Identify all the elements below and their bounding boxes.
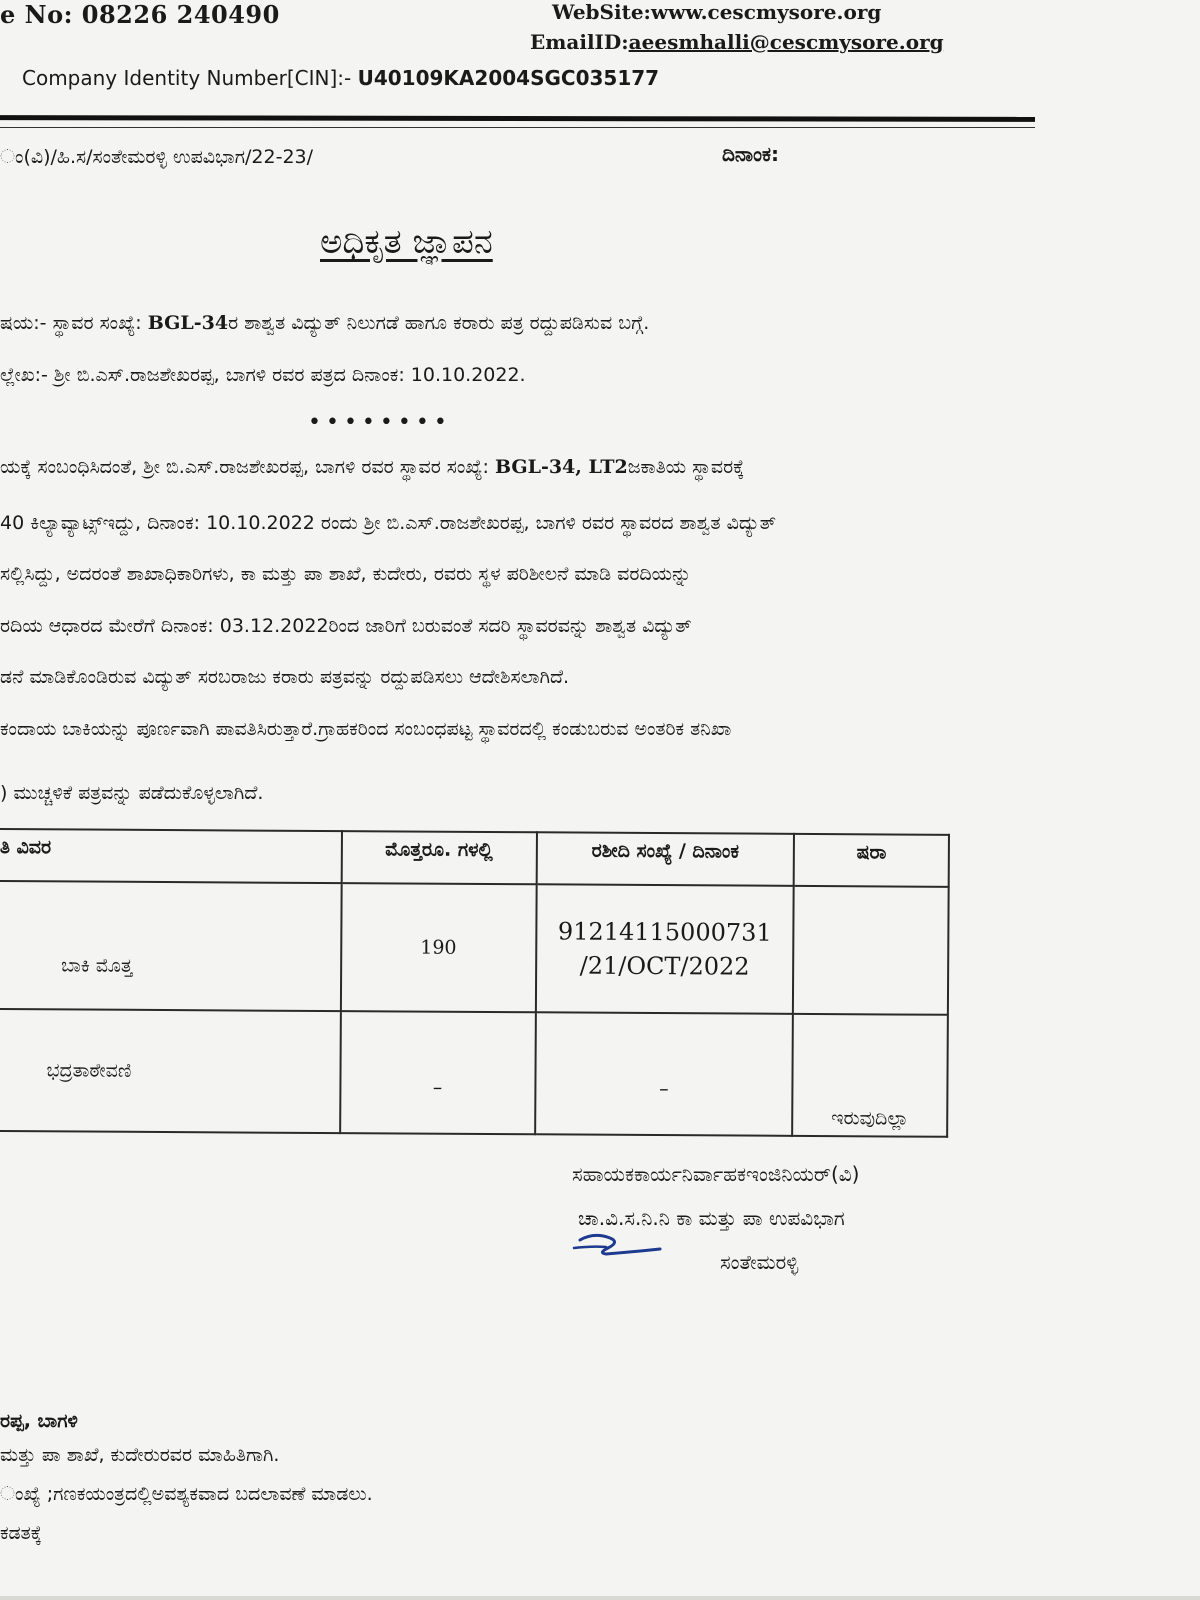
copy-to-line-1: ರಪ್ಪ, ಬಾಗಳಿ xyxy=(0,1410,78,1432)
body-line-1 xyxy=(0,456,744,478)
reference-line: ಲ್ಲೇಖ:- ಶ್ರೀ ಬಿ.ಎಸ್.ರಾಜಶೇಖರಪ್ಪ, ಬಾಗಳಿ ರವರ ಪತ್ರದ ದಿನಾಂಕ: 10.10.2022. xyxy=(0,364,526,386)
email-label: EmailID: xyxy=(530,30,629,54)
table-cell-amount: 190 xyxy=(341,883,537,1012)
body-line-4: ರದಿಯ ಆಧಾರದ ಮೇರೆಗೆ ದಿನಾಂಕ: 03.12.2022ರಿಂದ ಜಾರಿಗೆ ಬರುವಂತೆ ಸದರಿ ಸ್ಥಾವರವನ್ನು ಶಾಶ್ವತ ವಿದ್ಯುತ್ xyxy=(0,615,692,637)
table-header-remark: ಷರಾ xyxy=(794,834,949,887)
subject-prefix: ಷಯ:- ಸ್ಥಾವರ ಸಂಖ್ಯೆ: xyxy=(0,312,148,334)
table-cell-remark xyxy=(793,886,948,1015)
table-header-receipt: ರಶೀದಿ ಸಂಖ್ಯೆ / ದಿನಾಂಕ xyxy=(536,832,794,886)
copy-to-line-2: ಮತ್ತು ಪಾ ಶಾಖೆ, ಕುದೇರುರವರ ಮಾಹಿತಿಗಾಗಿ. xyxy=(0,1444,280,1466)
table-cell-amount: – xyxy=(340,1011,536,1134)
body-line-3: ಸಲ್ಲಿಸಿದ್ದು, ಅದರಂತೆ ಶಾಖಾಧಿಕಾರಿಗಳು, ಕಾ ಮತ್ತು ಪಾ ಶಾಖೆ, ಕುದೇರು, ರವರು ಸ್ಥಳ ಪರಿಶೀಲನೆ ಮಾಡಿ ವರದಿಯನ್ನು xyxy=(0,563,692,585)
receipt-date: /21/OCT/2022 xyxy=(579,951,750,981)
document-title: ಅಧಿಕೃತ ಜ್ಞಾಪನ xyxy=(320,222,493,262)
cin-value: U40109KA2004SGC035177 xyxy=(357,66,660,90)
table-row xyxy=(0,1009,948,1137)
table-row xyxy=(0,881,949,1015)
subject-code: BGL-34 xyxy=(147,312,229,334)
signatory-place: ಸಂತೇಮರಳ್ಳಿ xyxy=(720,1250,799,1274)
signature-underline xyxy=(574,1247,606,1248)
website-text: WebSite:www.cescmysore.org xyxy=(552,0,882,24)
table-header-row xyxy=(0,829,949,887)
table-cell-remark: ಇರುವುದಿಲ್ಲಾ xyxy=(792,1014,947,1137)
phone-number: e No: 08226 240490 xyxy=(0,0,280,29)
table-header-amount: ಮೊತ್ತರೂ. ಗಳಲ್ಲಿ xyxy=(341,831,536,884)
table-cell-detail: ಬಾಕಿ ಮೊತ್ತ xyxy=(0,881,341,1011)
body-line-6: ಕಂದಾಯ ಬಾಕಿಯನ್ನು ಪೂರ್ಣವಾಗಿ ಪಾವತಿಸಿರುತ್ತಾರೆ.ಗ್ರಾಹಕರಿಂದ ಸಂಬಂಧಪಟ್ಟ ಸ್ಥಾವರದಲ್ಲಿ ಕಂಡುಬರುವ ಅಂತರಿಕ ತನಿಖಾ xyxy=(0,718,732,740)
subject-suffix: ರ ಶಾಶ್ವತ ವಿದ್ಯುತ್ ನಿಲುಗಡೆ ಹಾಗೂ ಕರಾರು ಪತ್ರ ರದ್ದುಪಡಿಸುವ ಬಗ್ಗೆ. xyxy=(228,312,650,334)
table-header-detail: ತಿ ವಿವರ xyxy=(0,829,342,883)
body-line-1-code: BGL-34, LT2 xyxy=(494,456,628,478)
body-line-2: 40 ಕಿಲ್ಯಾವ್ಯಾಟ್ಸ್‌ಇದ್ದು, ದಿನಾಂಕ: 10.10.2022 ರಂದು ಶ್ರೀ ಬಿ.ಎಸ್.ರಾಜಶೇಖರಪ್ಪ, ಬಾಗಳಿ ರವರ ಸ್ಥಾವರದ ಶಾಶ್ವತ ವಿದ್ಯುತ್ xyxy=(0,512,776,534)
page-bottom-edge xyxy=(0,1596,1200,1600)
header-rule-thin xyxy=(0,127,1035,128)
date-label: ದಿನಾಂಕ: xyxy=(722,142,779,166)
reference-number: ಂ(ವಿ)/ಹಿ.ಸ/ಸಂತೇಮರಳ್ಳಿ ಉಪವಿಭಾಗ/22-23/ xyxy=(0,146,314,168)
email-link[interactable]: aeesmhalli@cescmysore.org xyxy=(628,30,944,54)
email-line xyxy=(530,30,944,54)
cin-label: Company Identity Number[CIN]:- xyxy=(22,66,352,90)
body-line-7: ) ಮುಚ್ಚಳಿಕೆ ಪತ್ರವನ್ನು ಪಡೆದುಕೊಳ್ಳಲಾಗಿದೆ. xyxy=(0,782,264,804)
signatory-office: ಚಾ.ವಿ.ಸ.ನಿ.ನಿ ಕಾ ಮತ್ತು ಪಾ ಉಪವಿಭಾಗ xyxy=(578,1206,845,1230)
dues-table xyxy=(0,828,950,1138)
body-line-1-prefix: ಯಕ್ಕೆ ಸಂಬಂಧಿಸಿದಂತೆ, ಶ್ರೀ ಬಿ.ಎಸ್.ರಾಜಶೇಖರಪ್ಪ, ಬಾಗಳಿ ರವರ ಸ್ಥಾವರ ಸಂಖ್ಯೆ: xyxy=(0,456,495,478)
signature-stroke xyxy=(580,1235,660,1254)
receipt-number: 91214115000731 xyxy=(557,917,772,947)
subject-line xyxy=(0,312,649,334)
copy-to-line-4: ಕಡತಕ್ಕೆ xyxy=(0,1522,42,1544)
table-cell-detail: ಭದ್ರತಾಠೇವಣಿ xyxy=(0,1009,341,1133)
separator: •••••••• xyxy=(308,410,452,435)
table-cell-receipt: – xyxy=(535,1012,793,1136)
header-rule-thick xyxy=(0,115,1035,122)
handwritten-signature xyxy=(572,1222,682,1262)
body-line-5: ಡನೆ ಮಾಡಿಕೊಂಡಿರುವ ವಿದ್ಯುತ್ ಸರಬರಾಜು ಕರಾರು ಪತ್ರವನ್ನು ರದ್ದುಪಡಿಸಲು ಆದೇಶಿಸಲಾಗಿದೆ. xyxy=(0,666,570,688)
signatory-designation: ಸಹಾಯಕಕಾರ್ಯನಿರ್ವಾಹಕಇಂಜಿನಿಯರ್(ವಿ) xyxy=(572,1162,860,1186)
body-line-1-suffix: ಜಕಾತಿಯ ಸ್ಥಾವರಕ್ಕೆ xyxy=(627,456,745,478)
cin-line xyxy=(22,66,659,90)
table-cell-receipt xyxy=(535,884,793,1014)
copy-to-line-3: ಂಖ್ಯೆ ;ಗಣಕಯಂತ್ರದಲ್ಲಿಅವಶ್ಯಕವಾದ ಬದಲಾವಣೆ ಮಾಡಲು. xyxy=(0,1483,373,1505)
